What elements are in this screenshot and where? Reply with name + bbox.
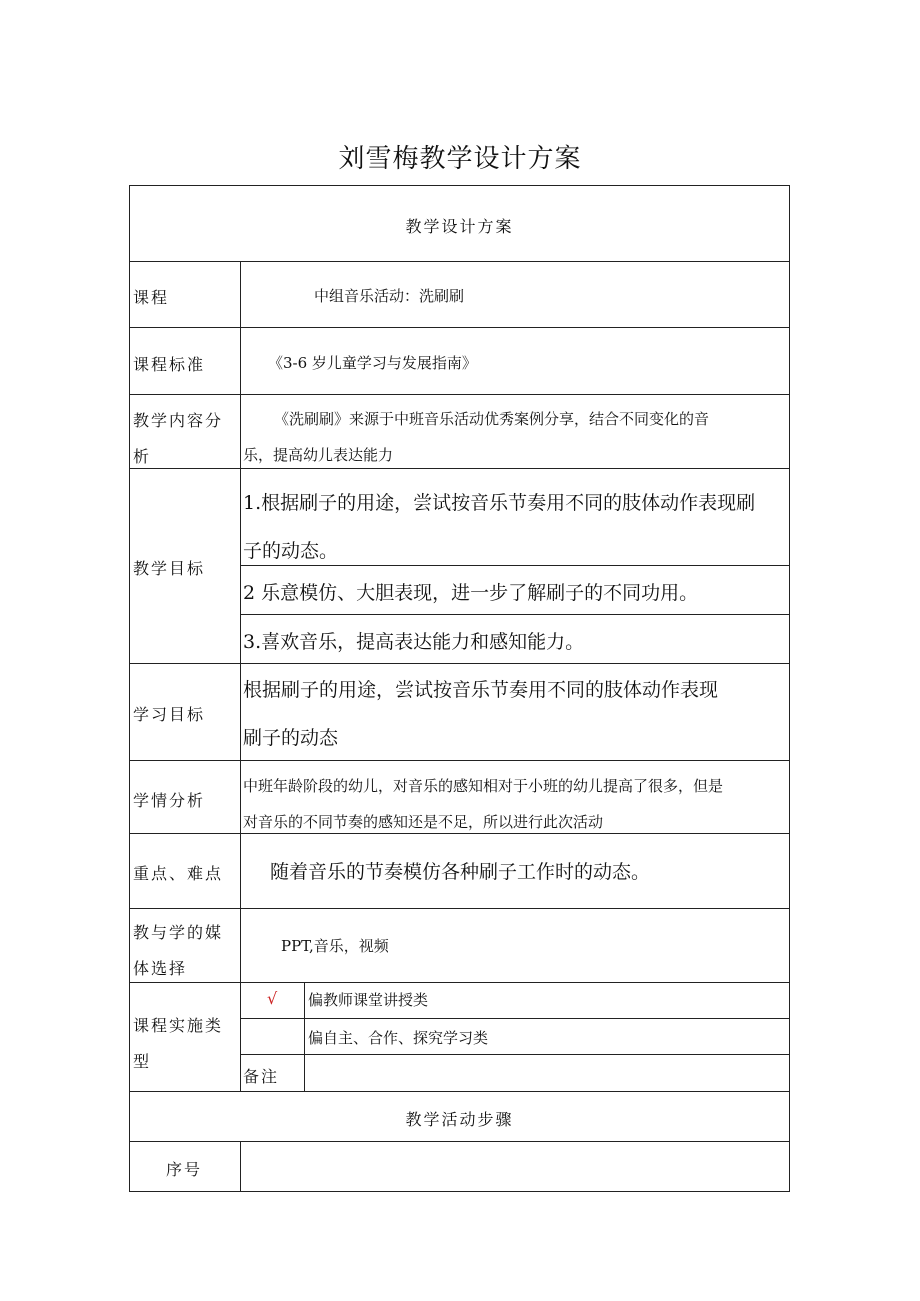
- learning-line2: 刷子的动态: [243, 727, 339, 749]
- content-label-line1: 教学内容分: [133, 411, 224, 430]
- column-divider: [240, 261, 241, 982]
- row-divider: [129, 833, 790, 834]
- row-divider: [129, 468, 790, 469]
- selected-checkmark: √: [267, 989, 278, 1008]
- analysis-line2: 对音乐的不同节奏的感知还是不足，所以进行此次活动: [243, 813, 604, 831]
- row-divider: [240, 1018, 790, 1019]
- seq-label: 序号: [166, 1160, 203, 1179]
- analysis-line1: 中班年龄阶段的幼儿，对音乐的感知相对于小班的幼儿提高了很多，但是: [243, 777, 724, 795]
- type-option-1: 偏教师课堂讲授类: [308, 991, 429, 1009]
- learning-line1: 根据刷子的用途，尝试按音乐节奏用不同的肢体动作表现: [243, 679, 719, 701]
- media-label-line2: 体选择: [133, 959, 188, 978]
- row-divider: [240, 565, 790, 566]
- content-line1: 《洗刷刷》来源于中班音乐活动优秀案例分享，结合不同变化的音: [274, 410, 710, 428]
- analysis-label: 学情分析: [133, 791, 206, 810]
- column-divider: [240, 1141, 241, 1192]
- type-label-line1: 课程实施类: [133, 1016, 224, 1035]
- learning-label: 学习目标: [133, 705, 206, 724]
- row-divider: [129, 261, 790, 262]
- course-label: 课程: [133, 288, 170, 307]
- row-divider: [129, 327, 790, 328]
- column-divider: [240, 982, 241, 1091]
- course-value: 中组音乐活动：洗刷刷: [314, 287, 465, 305]
- standard-label: 课程标准: [133, 355, 206, 374]
- row-divider: [240, 614, 790, 615]
- content-label-line2: 析: [133, 447, 152, 466]
- steps-header: 教学活动步骤: [405, 1110, 514, 1129]
- media-label-line1: 教与学的媒: [133, 923, 224, 942]
- row-divider: [129, 663, 790, 664]
- row-divider: [129, 760, 790, 761]
- content-line2: 乐，提高幼儿表达能力: [243, 446, 394, 464]
- type-label-line2: 型: [133, 1052, 152, 1071]
- row-divider: [129, 908, 790, 909]
- row-divider: [129, 982, 790, 983]
- row-divider: [240, 1054, 790, 1055]
- focus-value: 随着音乐的节奏模仿各种刷子工作时的动态。: [270, 861, 651, 883]
- page-title: 刘雪梅教学设计方案: [338, 144, 582, 174]
- column-divider: [304, 982, 305, 1091]
- row-divider: [129, 1141, 790, 1142]
- row-divider: [129, 394, 790, 395]
- note-label: 备注: [243, 1067, 280, 1086]
- goal-2: 2 乐意模仿、大胆表现，进一步了解刷子的不同功用。: [243, 582, 699, 604]
- media-value: PPT,音乐，视频: [281, 937, 389, 955]
- goals-label: 教学目标: [133, 559, 206, 578]
- goal-3: 3.喜欢音乐，提高表达能力和感知能力。: [243, 631, 585, 653]
- goal-1-line2: 子的动态。: [243, 540, 339, 562]
- table-header: 教学设计方案: [405, 217, 514, 236]
- focus-label: 重点、难点: [133, 864, 224, 883]
- type-option-2: 偏自主、合作、探究学习类: [308, 1029, 489, 1047]
- goal-1-line1: 1.根据刷子的用途，尝试按音乐节奏用不同的肢体动作表现刷: [243, 492, 756, 514]
- row-divider: [129, 1091, 790, 1092]
- standard-value: 《3-6 岁儿童学习与发展指南》: [268, 354, 477, 372]
